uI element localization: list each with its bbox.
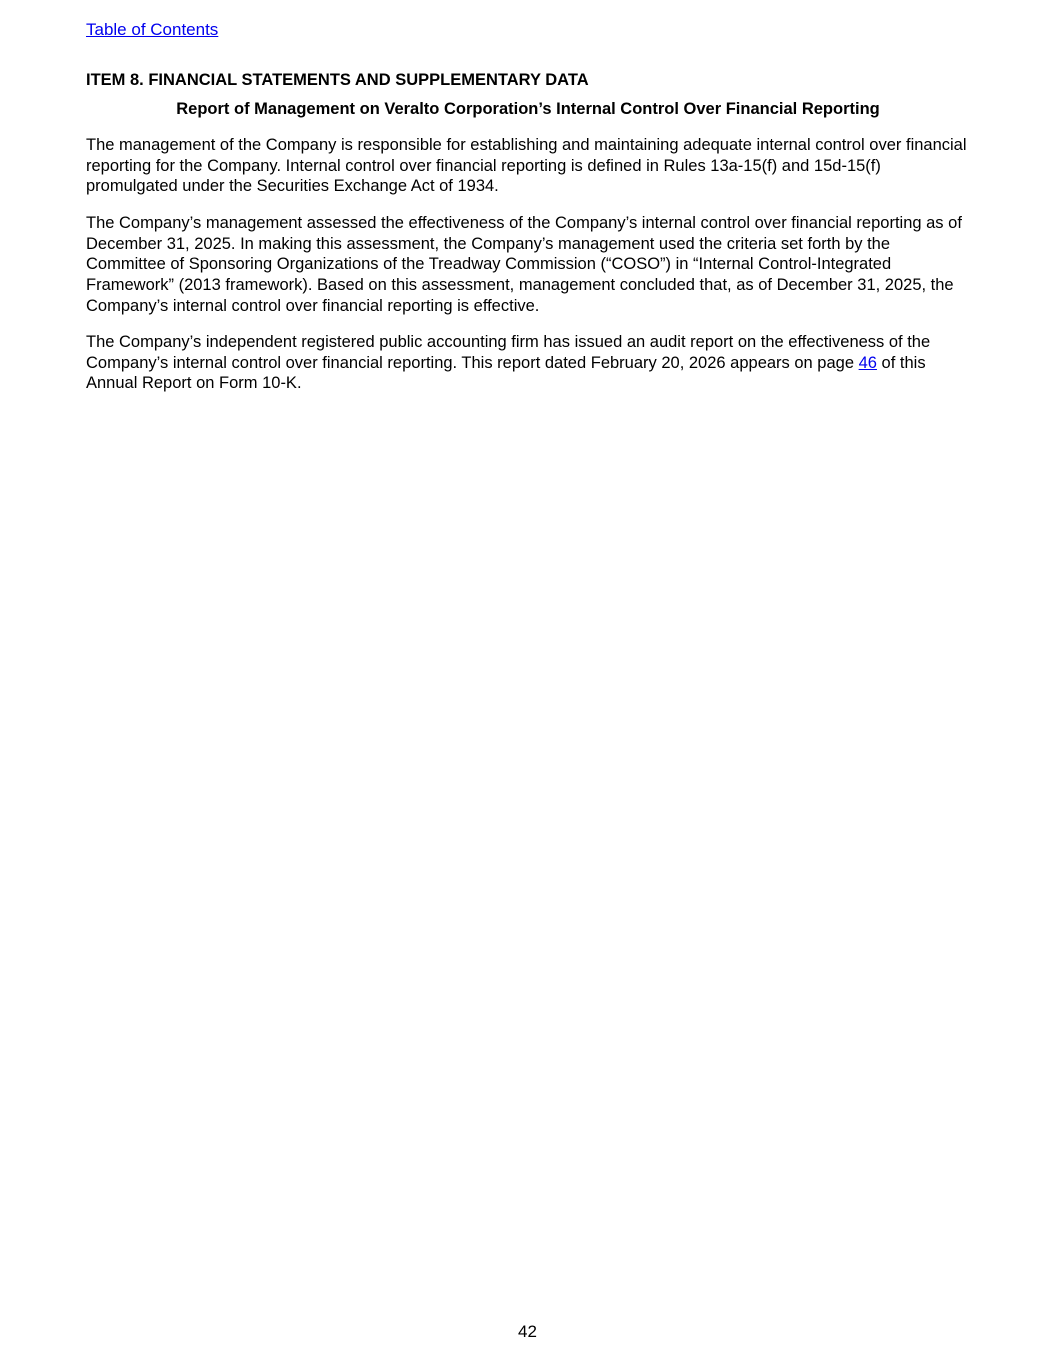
paragraph-responsibility — [86, 135, 970, 197]
table-of-contents-link[interactable]: Table of Contents — [86, 20, 219, 39]
page-number: 42 — [518, 1322, 537, 1341]
paragraph-text-after-link: of this Annual Report on Form 10-K. — [86, 353, 926, 393]
page-46-link[interactable]: 46 — [858, 353, 877, 372]
paragraph-audit-report — [86, 332, 970, 394]
report-title: Report of Management on Veralto Corporation’s Internal Control Over Financial Reporting — [176, 100, 880, 118]
paragraph-text — [86, 332, 970, 394]
paragraph-text: The Company’s management assessed the effectiveness of the Company’s internal control over financial reporting as of December 31, 2025. In making this assessment, the Company’s management used the criteria set forth by the Committee of Sponsoring Organizations of the Treadway Commission (“COSO”) in “Internal Control-Integrated Framework” (2013 framework). Based on this assessment, management concluded that, as of December 31, 2025, the Company’s internal control over financial reporting is effective. — [86, 214, 962, 315]
paragraph-assessment — [86, 213, 970, 317]
paragraph-text-before-link: The Company’s independent registered public accounting firm has issued an audit report on the effectiveness of the Company’s internal control over financial reporting. This report dated February 20, 2026 appears on page — [86, 333, 931, 372]
item-heading: ITEM 8. FINANCIAL STATEMENTS AND SUPPLEMENTARY DATA — [86, 71, 589, 89]
paragraph-text: The management of the Company is responsible for establishing and maintaining adequate internal control over financial reporting for the Company. Internal control over financial reporting is defined in Rules 13a-15(f) and 15d-15(f) promulgated under the Securities Exchange Act of 1934. — [86, 136, 967, 196]
